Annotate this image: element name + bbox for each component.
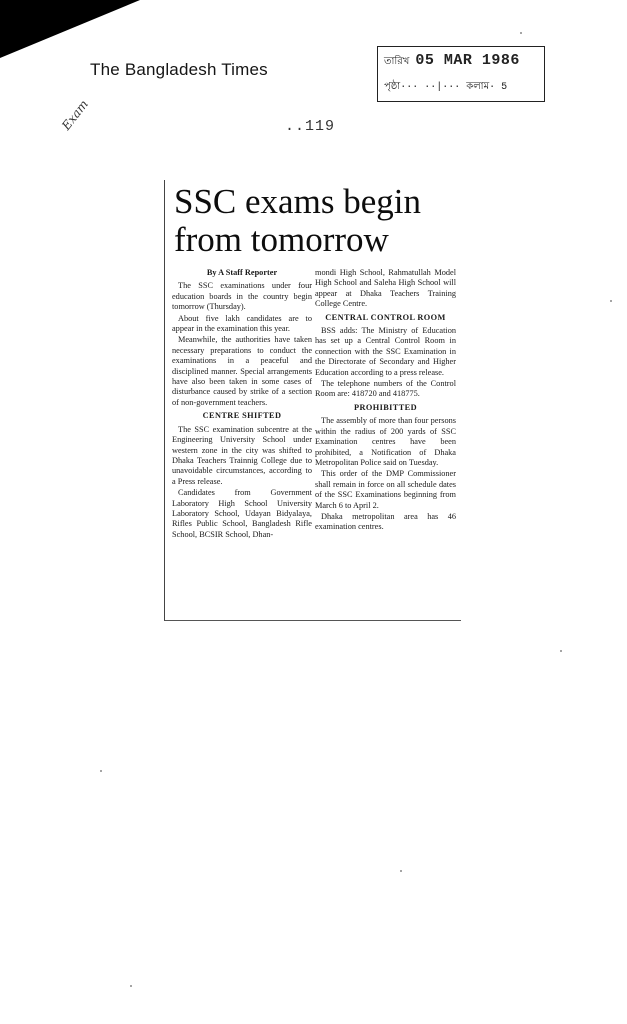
- headline-line-1: SSC exams begin: [174, 182, 421, 221]
- paragraph: Dhaka metropolitan area has 46 examination centres.: [315, 511, 456, 532]
- paragraph: The SSC examinations under four education boards in the country begin tomorrow (Thursday).: [172, 281, 312, 312]
- stamp-column-value: 5: [501, 82, 508, 93]
- archive-number: ..119: [285, 118, 336, 135]
- handwritten-note: Exam: [59, 97, 92, 133]
- subhead-prohibited: PROHIBITTED: [354, 402, 417, 412]
- paragraph: BSS adds: The Ministry of Education has set up a Central Control Room in connection with the SSC Examination in the Directorate of Secondary and Higher Education according to a press release.: [315, 326, 456, 377]
- paragraph: The SSC examination subcentre at the Engineering University School under western zone in the city was shifted to Dhaka Teachers Trainnig College due to unavoidable circumstances, according to a Press release.: [172, 424, 312, 486]
- scan-speck: [610, 300, 612, 302]
- date-stamp: তারিখ 05 MAR 1986 পৃষ্ঠা··· ··|··· কলাম· 5: [377, 46, 545, 102]
- paragraph: Candidates from Government Laboratory High School University Laboratory School, Udayan Bidyalaya, Rifles Public School, Bangladesh Rifle School, BCSIR School, Dhan-: [172, 488, 312, 539]
- paragraph: mondi High School, Rahmatullah Model High School and Saleha High School will appear at Dhaka Teachers Training College Centre.: [315, 268, 456, 309]
- subhead-control-room: CENTRAL CONTROL ROOM: [325, 312, 446, 322]
- article-column-2: [315, 268, 456, 534]
- byline: By A Staff Reporter: [206, 268, 278, 277]
- paragraph: This order of the DMP Commissioner shall remain in force on all schedule dates of the SSC Examinations beginning from March 6 to April 2.: [315, 469, 456, 510]
- article-headline: [174, 183, 464, 259]
- scan-speck: [400, 870, 402, 872]
- stamp-date-label: তারিখ: [384, 57, 410, 68]
- paragraph: About five lakh candidates are to appear in the examination this year.: [172, 313, 312, 334]
- paragraph: The assembly of more than four persons within the radius of 200 yards of SSC Examination centres have been prohibited, a Notification of Dhaka Metropolitan Police said on Tuesday.: [315, 416, 456, 467]
- scan-speck: [520, 32, 522, 34]
- paragraph: The telephone numbers of the Control Room are: 418720 and 418775.: [315, 379, 456, 399]
- paragraph: Meanwhile, the authorities have taken necessary preparations to conduct the examinations in a peaceful and disciplined manner. Special arrangements have also been taken in some cases of disturbance caused by strike of a section of non-government teachers.: [172, 335, 312, 407]
- stamp-column-label: কলাম: [466, 82, 490, 93]
- scan-speck: [560, 650, 562, 652]
- scan-speck: [100, 770, 102, 772]
- newspaper-name: The Bangladesh Times: [90, 60, 268, 79]
- headline-line-2: from tomorrow: [174, 220, 389, 259]
- scan-speck: [130, 985, 132, 987]
- scan-corner-shadow: [0, 0, 140, 58]
- stamp-page-label: পৃষ্ঠা: [384, 82, 401, 93]
- stamp-date: 05 MAR 1986: [415, 52, 520, 69]
- article-column-1: [172, 268, 312, 541]
- subhead-centre-shifted: CENTRE SHIFTED: [202, 411, 282, 421]
